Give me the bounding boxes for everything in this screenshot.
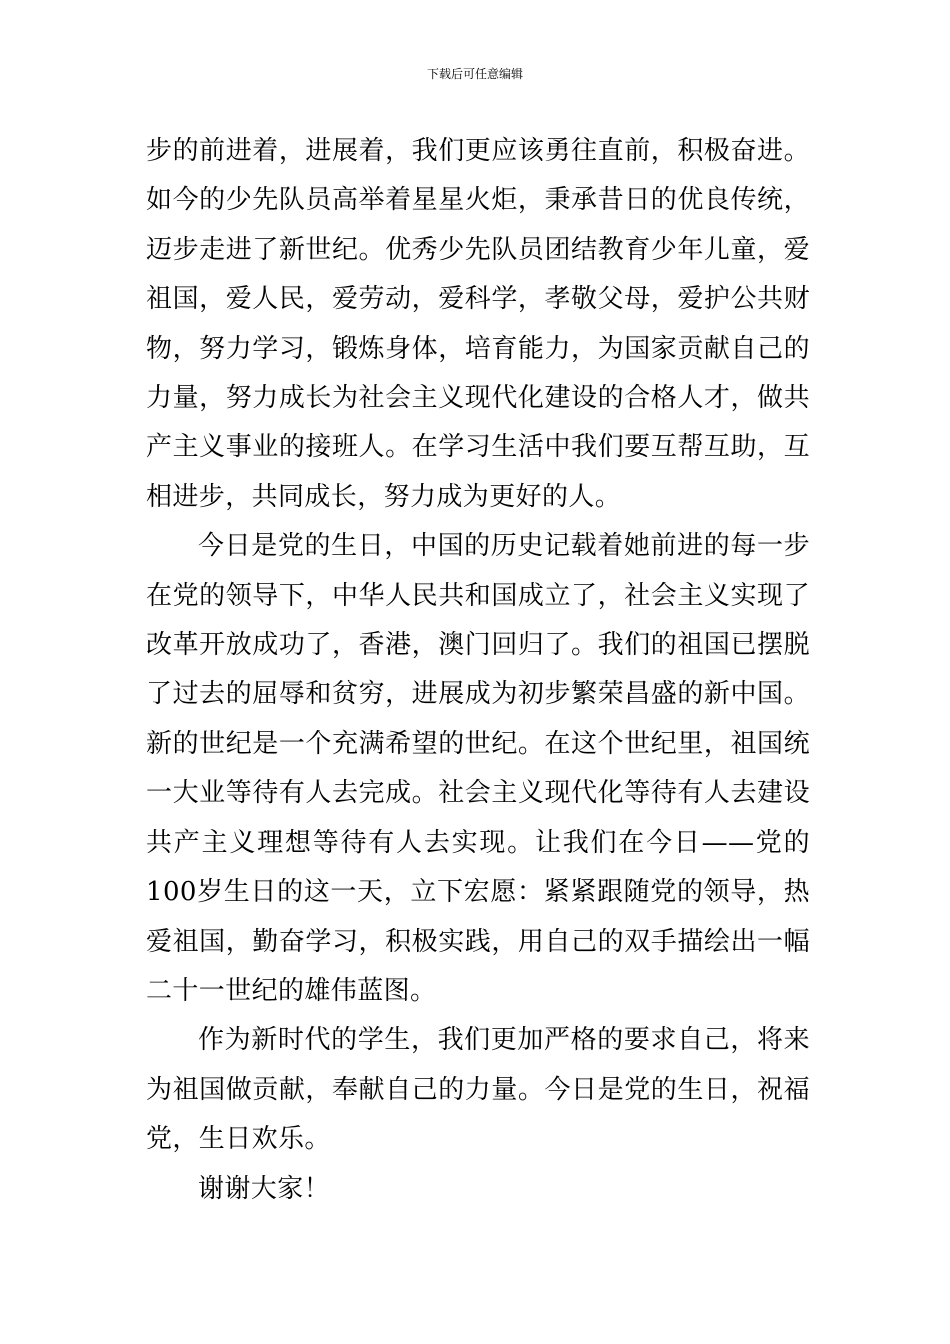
paragraph-2: 今日是党的生日，中国的历史记载着她前进的每一步在党的领导下，中华人民共和国成立了，社会主义实现了改革开放成功了，香港，澳门回归了。我们的祖国已摆脱了过去的屈辱和贫穷，进展成为初步繁荣昌盛的新中国。新的世纪是一个充满希望的世纪。在这个世纪里，祖国统一大业等待有人去完成。社会主义现代化等待有人去建设共产主义理想等待有人去实现。让我们在今日——党的100岁生日的这一天，立下宏愿：紧紧跟随党的领导，热爱祖国，勤奋学习，积极实践，用自己的双手描绘出一幅二十一世纪的雄伟蓝图。 (146, 531, 810, 1006)
paragraph-3: 作为新时代的学生，我们更加严格的要求自己，将来为祖国做贡献，奉献自己的力量。今日是党的生日，祝福党，生日欢乐。 (146, 1025, 810, 1155)
paragraph-1: 步的前进着，进展着，我们更应该勇往直前，积极奋进。如今的少先队员高举着星星火炬，秉承昔日的优良传统，迈步走进了新世纪。优秀少先队员团结教育少年儿童，爱祖国，爱人民，爱劳动，爱科学，孝敬父母，爱护公共财物，努力学习，锻炼身体，培育能力，为国家贡献自己的力量，努力成长为社会主义现代化建设的合格人才，做共产主义事业的接班人。在学习生活中我们要互帮互助，互相进步，共同成长，努力成为更好的人。 (146, 136, 810, 512)
paragraph-closing: 谢谢大家！ (198, 1173, 331, 1204)
page-header-note: 下载后可任意编辑 (426, 67, 523, 81)
speech-body (146, 127, 810, 1214)
